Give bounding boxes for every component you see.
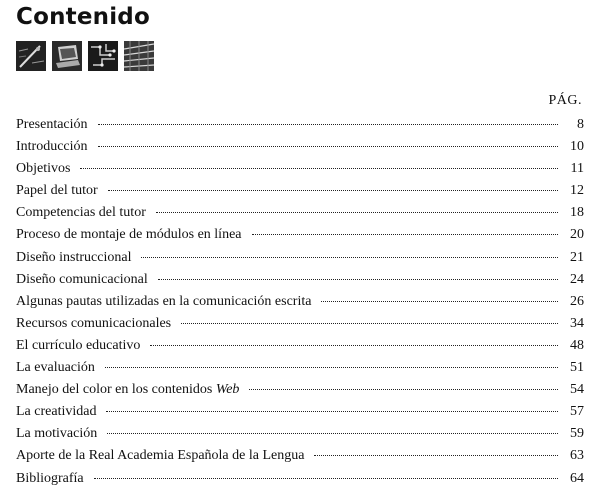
toc-entry-page: 64 bbox=[570, 470, 584, 486]
toc-entry-label: Recursos comunicacionales bbox=[16, 315, 172, 331]
dot-leader bbox=[150, 345, 558, 346]
toc-entry-label: Proceso de montaje de módulos en línea bbox=[16, 227, 242, 243]
toc-entry[interactable] bbox=[16, 224, 584, 246]
toc-entry[interactable] bbox=[16, 180, 584, 202]
toc-entry-page: 54 bbox=[570, 382, 584, 398]
toc-entry[interactable] bbox=[16, 202, 584, 224]
toc-entry-page: 51 bbox=[570, 360, 584, 376]
toc-entry[interactable] bbox=[16, 313, 584, 335]
dot-leader bbox=[105, 367, 558, 368]
toc-entry[interactable] bbox=[16, 269, 584, 291]
dot-leader bbox=[141, 257, 558, 258]
pen-image bbox=[16, 41, 46, 71]
toc-entry-page: 34 bbox=[570, 315, 584, 331]
toc-entry-page: 8 bbox=[577, 117, 584, 132]
toc-entry[interactable] bbox=[16, 291, 584, 313]
toc-entry-label: Presentación bbox=[16, 117, 88, 132]
toc-entry-page: 11 bbox=[570, 161, 584, 177]
toc-entry-page: 63 bbox=[570, 448, 584, 464]
toc-entry-label: Algunas pautas utilizadas en la comunicación escrita bbox=[16, 293, 312, 309]
dot-leader bbox=[80, 168, 558, 169]
dot-leader bbox=[106, 411, 558, 412]
toc-entry-label: Manejo del color en los contenidos Web bbox=[16, 382, 240, 398]
toc-entry[interactable] bbox=[16, 468, 584, 490]
toc-entry-label: Papel del tutor bbox=[16, 183, 98, 199]
toc-entry-label: La creatividad bbox=[16, 404, 97, 420]
toc-entry[interactable] bbox=[16, 379, 584, 401]
circuit-image bbox=[88, 41, 118, 71]
toc-entry-page: 10 bbox=[570, 139, 584, 155]
toc-entry-page: 12 bbox=[570, 183, 584, 199]
dot-leader bbox=[249, 389, 558, 390]
toc-entry-label: El currículo educativo bbox=[16, 337, 141, 353]
toc-entry-label: Aporte de la Real Academia Española de la Lengua bbox=[16, 448, 305, 464]
dot-leader bbox=[94, 478, 558, 479]
toc-entry[interactable] bbox=[16, 335, 584, 357]
toc-entry-page: 57 bbox=[570, 404, 584, 420]
table-of-contents bbox=[16, 114, 584, 490]
dot-leader bbox=[156, 212, 558, 213]
toc-entry[interactable] bbox=[16, 158, 584, 180]
toc-entry-label: Introducción bbox=[16, 139, 88, 155]
toc-entry-label: Diseño comunicacional bbox=[16, 271, 148, 287]
dot-leader bbox=[158, 279, 558, 280]
toc-entry-label: La motivación bbox=[16, 426, 98, 442]
toc-entry[interactable] bbox=[16, 136, 584, 158]
toc-entry-label: Bibliografía bbox=[16, 470, 84, 486]
toc-entry-page: 24 bbox=[570, 271, 584, 287]
dot-leader bbox=[107, 433, 558, 434]
toc-entry-page: 48 bbox=[570, 337, 584, 353]
dot-leader bbox=[321, 301, 558, 302]
dot-leader bbox=[98, 146, 558, 147]
toc-entry[interactable] bbox=[16, 114, 584, 136]
page-column-label: PÁG. bbox=[548, 93, 582, 108]
toc-entry-page: 59 bbox=[570, 426, 584, 442]
toc-entry[interactable] bbox=[16, 401, 584, 423]
dot-leader bbox=[314, 455, 558, 456]
toc-entry-label: La evaluación bbox=[16, 360, 95, 376]
dot-leader bbox=[98, 124, 558, 125]
dot-leader bbox=[252, 234, 559, 235]
toc-entry-page: 18 bbox=[570, 205, 584, 221]
toc-entry[interactable] bbox=[16, 357, 584, 379]
toc-entry-page: 20 bbox=[570, 227, 584, 243]
toc-entry-page: 21 bbox=[570, 249, 584, 265]
toc-entry[interactable] bbox=[16, 423, 584, 445]
toc-entry-label: Competencias del tutor bbox=[16, 205, 146, 221]
laptop-image bbox=[52, 41, 82, 71]
toc-entry[interactable] bbox=[16, 247, 584, 269]
toc-entry[interactable] bbox=[16, 445, 584, 467]
page-title: Contenido bbox=[16, 4, 150, 30]
dot-leader bbox=[181, 323, 558, 324]
toc-entry-page: 26 bbox=[570, 293, 584, 309]
thumbnail-strip bbox=[16, 41, 154, 71]
dot-leader bbox=[108, 190, 558, 191]
toc-entry-label: Objetivos bbox=[16, 161, 71, 177]
building-image bbox=[124, 41, 154, 71]
toc-entry-label: Diseño instruccional bbox=[16, 249, 132, 265]
